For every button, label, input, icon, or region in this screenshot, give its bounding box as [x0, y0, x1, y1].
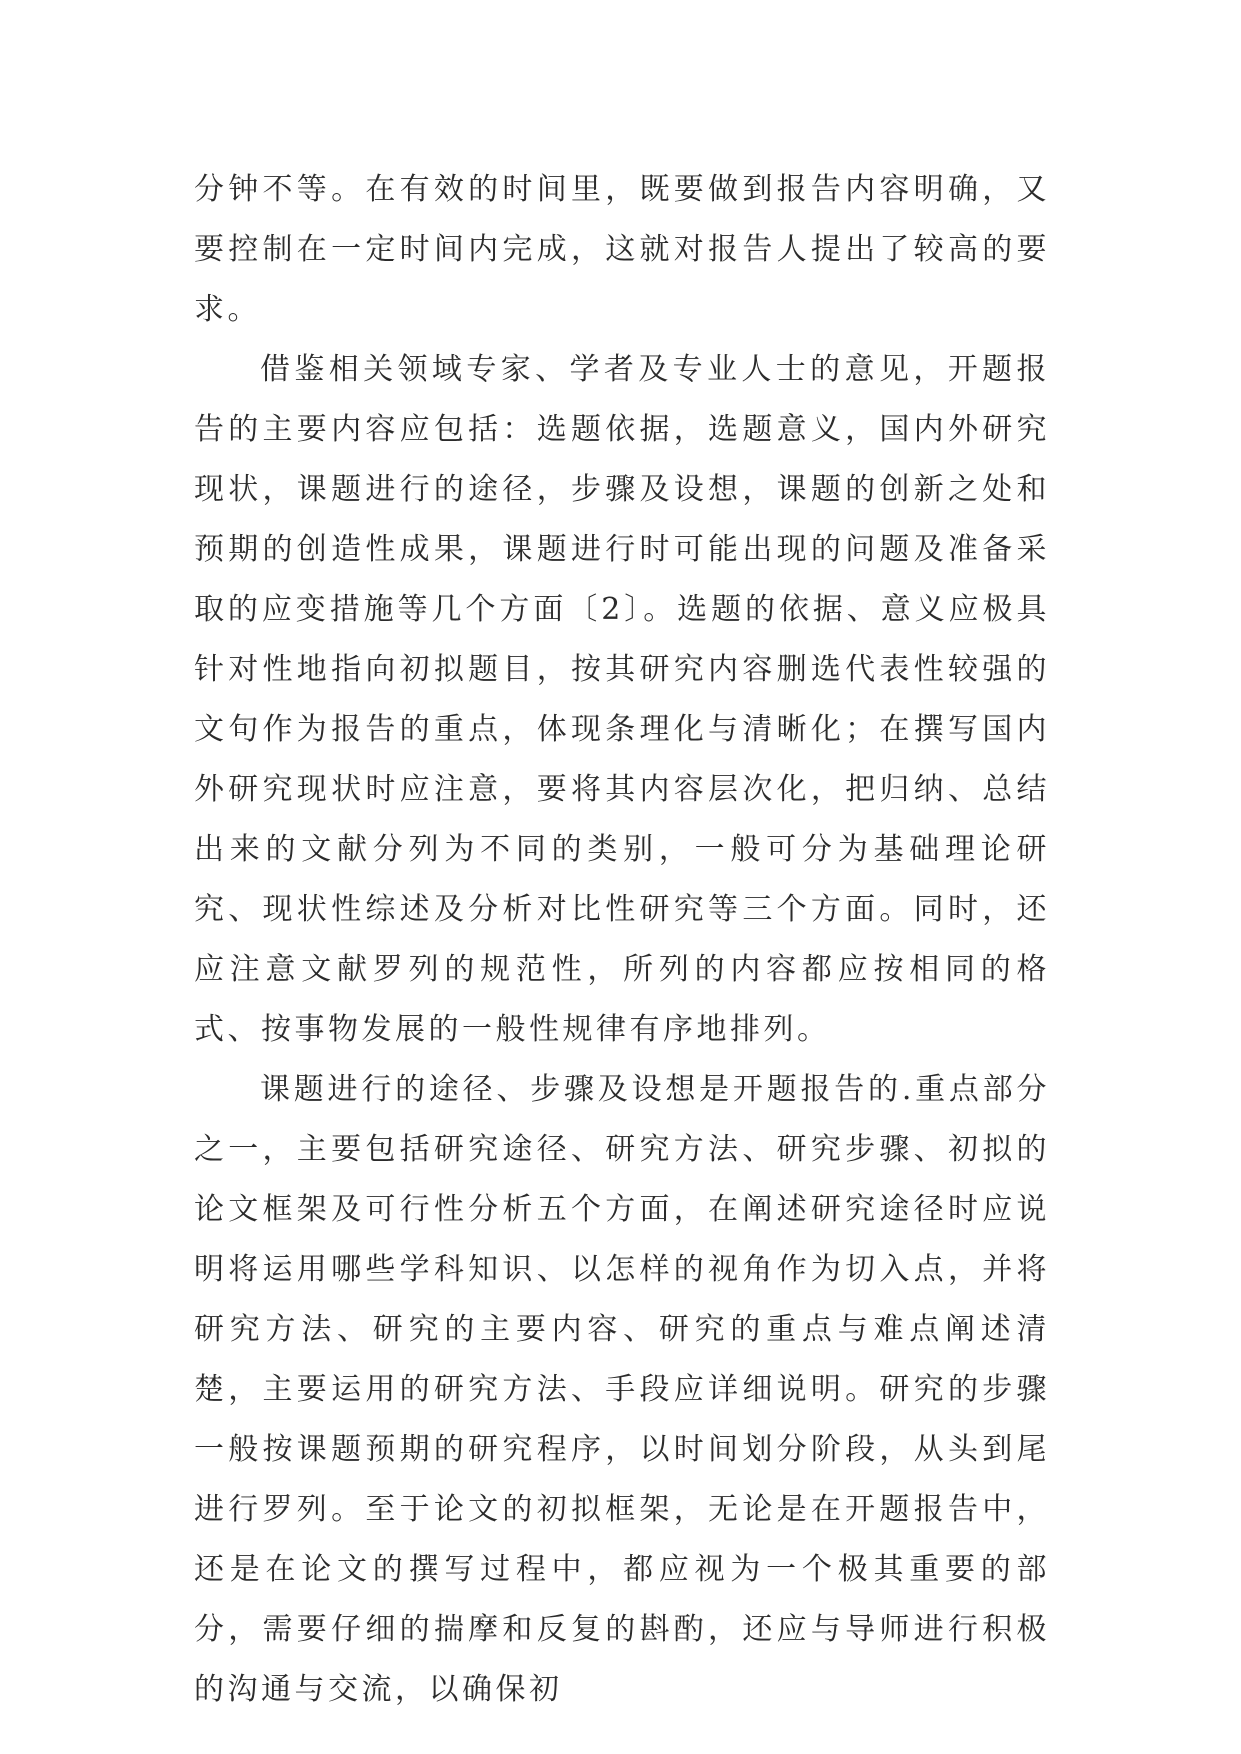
paragraph-research-approach: 课题进行的途径、步骤及设想是开题报告的.重点部分之一，主要包括研究途径、研究方法、研究步骤、初拟的论文框架及可行性分析五个方面，在阐述研究途径时应说明将运用哪些学科知识、以怎样的视角作为切入点，并将研究方法、研究的主要内容、研究的重点与难点阐述清楚，主要运用的研究方法、手段应详细说明。研究的步骤一般按课题预期的研究程序，以时间划分阶段，从头到尾进行罗列。至于论文的初拟框架，无论是在开题报告中，还是在论文的撰写过程中，都应视为一个极其重要的部分，需要仔细的揣摩和反复的斟酌，还应与导师进行积极的沟通与交流，以确保初 [194, 1072, 1050, 1707]
body-text [194, 160, 1050, 1720]
paragraph-continuation: 分钟不等。在有效的时间里，既要做到报告内容明确，又要控制在一定时间内完成，这就对报告人提出了较高的要求。 [194, 172, 1050, 327]
paragraph-report-content: 借鉴相关领域专家、学者及专业人士的意见，开题报告的主要内容应包括：选题依据，选题意义，国内外研究现状，课题进行的途径，步骤及设想，课题的创新之处和预期的创造性成果，课题进行时可能出现的问题及准备采取的应变措施等几个方面〔2〕。选题的依据、意义应极具针对性地指向初拟题目，按其研究内容删选代表性较强的文句作为报告的重点，体现条理化与清晰化；在撰写国内外研究现状时应注意，要将其内容层次化，把归纳、总结出来的文献分列为不同的类别，一般可分为基础理论研究、现状性综述及分析对比性研究等三个方面。同时，还应注意文献罗列的规范性，所列的内容都应按相同的格式、按事物发展的一般性规律有序地排列。 [194, 352, 1050, 1047]
